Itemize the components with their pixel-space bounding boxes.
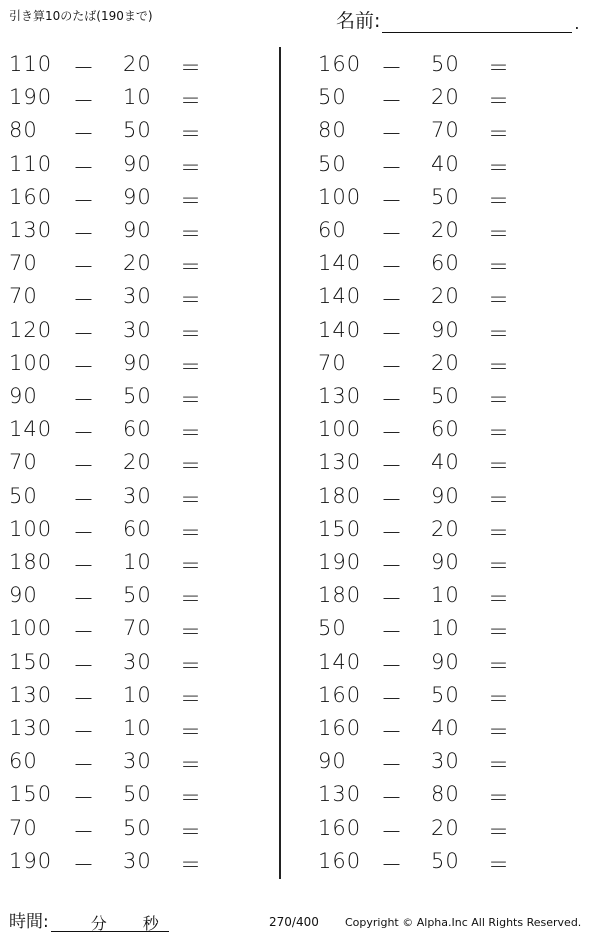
subtrahend: 10 [431,583,460,608]
equals-sign: ＝ [488,122,510,147]
minuend: 150 [318,516,362,541]
minuend: 150 [9,649,53,674]
minuend: 140 [9,417,53,442]
minuend: 160 [9,184,53,209]
equals-sign: ＝ [180,753,202,778]
minus-sign: － [73,852,95,877]
subtrahend: 90 [123,151,152,176]
minus-sign: － [381,819,403,844]
minus-sign: － [381,786,403,811]
equals-sign: ＝ [180,255,202,280]
minus-sign: － [381,686,403,711]
subtrahend: 20 [431,218,460,242]
subtrahend: 20 [431,284,460,309]
subtrahend: 90 [431,483,460,508]
minutes-label: 分 [90,914,107,933]
equals-sign: ＝ [488,56,510,80]
minuend: 130 [318,782,362,807]
equals-sign: ＝ [488,421,510,446]
equals-sign: ＝ [488,786,510,811]
subtrahend: 40 [431,151,460,176]
equals-sign: ＝ [488,155,510,180]
minus-sign: － [381,255,403,280]
equals-sign: ＝ [180,155,202,180]
minuend: 160 [318,716,362,740]
equals-sign: ＝ [180,720,202,744]
minuend: 140 [318,251,362,276]
minuend: 140 [318,317,362,342]
minuend: 100 [9,516,53,541]
minuend: 130 [9,218,53,242]
subtrahend: 50 [431,848,460,873]
name-label: 名前: [336,10,381,32]
equals-sign: ＝ [180,421,202,446]
equals-sign: ＝ [180,554,202,578]
minuend: 50 [318,85,347,110]
equals-sign: ＝ [180,288,202,313]
time-label: 時間: [9,912,49,932]
subtrahend: 30 [123,284,152,309]
minus-sign: － [73,388,95,412]
minus-sign: － [73,487,95,512]
subtrahend: 90 [123,184,152,209]
minuend: 70 [9,815,38,840]
minuend: 50 [318,151,347,176]
minuend: 70 [318,350,347,375]
equals-sign: ＝ [180,122,202,147]
subtrahend: 30 [123,649,152,674]
subtrahend: 10 [123,85,152,110]
equals-sign: ＝ [488,852,510,877]
subtrahend: 10 [123,682,152,707]
minuend: 180 [318,483,362,508]
subtrahend: 90 [431,649,460,674]
minus-sign: － [73,620,95,645]
minus-sign: － [73,454,95,479]
minus-sign: － [73,255,95,280]
equals-sign: ＝ [488,520,510,545]
equals-sign: ＝ [488,222,510,246]
subtrahend: 10 [123,716,152,740]
minuend: 190 [9,848,53,873]
minuend: 60 [9,749,38,774]
minus-sign: － [73,222,95,246]
equals-sign: ＝ [180,321,202,346]
equals-sign: ＝ [488,686,510,711]
subtrahend: 50 [431,384,460,408]
minus-sign: － [73,354,95,379]
equals-sign: ＝ [488,620,510,645]
copyright-notice: Copyright © Alpha.Inc All Rights Reserved. [345,916,582,929]
minuend: 50 [318,616,347,641]
equals-sign: ＝ [180,852,202,877]
minuend: 50 [9,483,38,508]
subtrahend: 40 [431,450,460,475]
subtrahend: 90 [431,317,460,342]
minus-sign: － [381,321,403,346]
equals-sign: ＝ [180,188,202,213]
minuend: 100 [9,350,53,375]
minus-sign: － [73,819,95,844]
subtrahend: 30 [123,483,152,508]
minuend: 80 [9,118,38,143]
minuend: 90 [318,749,347,774]
subtrahend: 50 [123,583,152,608]
minus-sign: － [381,288,403,313]
subtrahend: 50 [431,52,460,76]
minuend: 70 [9,251,38,276]
equals-sign: ＝ [180,587,202,612]
subtrahend: 10 [431,616,460,641]
minus-sign: － [381,587,403,612]
minuend: 130 [318,450,362,475]
subtrahend: 20 [123,450,152,475]
subtrahend: 60 [431,417,460,442]
subtrahend: 20 [431,815,460,840]
time-field [9,907,169,932]
minuend: 130 [9,682,53,707]
subtrahend: 90 [123,218,152,242]
minus-sign: － [381,487,403,512]
minuend: 150 [9,782,53,807]
minuend: 140 [318,284,362,309]
minuend: 70 [9,450,38,475]
equals-sign: ＝ [180,686,202,711]
worksheet-title: 引き算10のたば(190まで) [9,9,153,23]
minus-sign: － [381,720,403,744]
equals-sign: ＝ [180,653,202,678]
equals-sign: ＝ [488,321,510,346]
minus-sign: － [381,188,403,213]
subtrahend: 80 [431,782,460,807]
column-divider [279,47,281,879]
subtrahend: 30 [123,749,152,774]
equals-sign: ＝ [180,388,202,412]
equals-sign: ＝ [488,89,510,114]
equals-sign: ＝ [180,786,202,811]
minus-sign: － [381,454,403,479]
minus-sign: － [73,520,95,545]
subtrahend: 90 [431,550,460,574]
minus-sign: － [381,89,403,114]
equals-sign: ＝ [180,56,202,80]
minuend: 130 [318,384,362,408]
minus-sign: － [381,354,403,379]
equals-sign: ＝ [488,720,510,744]
minuend: 190 [318,550,362,574]
minuend: 80 [318,118,347,143]
minus-sign: － [381,122,403,147]
minuend: 70 [9,284,38,309]
subtrahend: 30 [123,317,152,342]
seconds-label: 秒 [142,914,159,933]
equals-sign: ＝ [488,753,510,778]
minuend: 140 [318,649,362,674]
minus-sign: － [381,56,403,80]
minuend: 160 [318,682,362,707]
minuend: 110 [9,52,53,76]
minuend: 180 [318,583,362,608]
page-number: 270/400 [269,915,319,929]
subtrahend: 50 [123,782,152,807]
minuend: 90 [9,384,38,408]
name-blank-line [382,12,572,33]
minuend: 160 [318,52,362,76]
equals-sign: ＝ [488,288,510,313]
subtrahend: 70 [123,616,152,641]
equals-sign: ＝ [488,554,510,578]
equals-sign: ＝ [180,454,202,479]
equals-sign: ＝ [180,620,202,645]
equals-sign: ＝ [488,454,510,479]
equals-sign: ＝ [180,354,202,379]
minus-sign: － [381,653,403,678]
subtrahend: 50 [431,184,460,209]
minus-sign: － [381,421,403,446]
minus-sign: － [73,786,95,811]
minus-sign: － [381,155,403,180]
minus-sign: － [381,520,403,545]
subtrahend: 10 [123,550,152,574]
equals-sign: ＝ [488,188,510,213]
subtrahend: 20 [123,52,152,76]
minus-sign: － [73,122,95,147]
subtrahend: 50 [123,815,152,840]
minus-sign: － [381,620,403,645]
minuend: 160 [318,815,362,840]
minuend: 120 [9,317,53,342]
minuend: 160 [318,848,362,873]
subtrahend: 20 [431,516,460,541]
minus-sign: － [73,321,95,346]
minus-sign: － [381,388,403,412]
minuend: 180 [9,550,53,574]
minus-sign: － [73,554,95,578]
subtrahend: 60 [123,417,152,442]
minus-sign: － [73,89,95,114]
equals-sign: ＝ [180,819,202,844]
subtrahend: 50 [431,682,460,707]
subtrahend: 60 [123,516,152,541]
equals-sign: ＝ [180,520,202,545]
equals-sign: ＝ [488,388,510,412]
minuend: 100 [9,616,53,641]
minus-sign: － [73,720,95,744]
subtrahend: 20 [431,85,460,110]
minuend: 100 [318,184,362,209]
equals-sign: ＝ [488,354,510,379]
minuend: 130 [9,716,53,740]
subtrahend: 90 [123,350,152,375]
equals-sign: ＝ [180,487,202,512]
minuend: 190 [9,85,53,110]
subtrahend: 30 [431,749,460,774]
subtrahend: 20 [431,350,460,375]
equals-sign: ＝ [488,819,510,844]
equals-sign: ＝ [180,89,202,114]
minus-sign: － [73,753,95,778]
minus-sign: － [73,653,95,678]
minus-sign: － [73,155,95,180]
subtrahend: 70 [431,118,460,143]
subtrahend: 50 [123,118,152,143]
subtrahend: 50 [123,384,152,408]
minuend: 100 [318,417,362,442]
minus-sign: － [73,686,95,711]
name-field [336,6,580,33]
subtrahend: 20 [123,251,152,276]
subtrahend: 30 [123,848,152,873]
minus-sign: － [381,554,403,578]
minus-sign: － [73,56,95,80]
minus-sign: － [73,188,95,213]
minus-sign: － [381,222,403,246]
equals-sign: ＝ [488,487,510,512]
equals-sign: ＝ [488,587,510,612]
minuend: 60 [318,218,347,242]
time-blank-line [51,911,169,932]
equals-sign: ＝ [488,255,510,280]
equals-sign: ＝ [180,222,202,246]
subtrahend: 60 [431,251,460,276]
minus-sign: － [73,288,95,313]
minuend: 90 [9,583,38,608]
minuend: 110 [9,151,53,176]
subtrahend: 40 [431,716,460,740]
minus-sign: － [73,421,95,446]
minus-sign: － [73,587,95,612]
name-end-mark: . [574,14,580,33]
equals-sign: ＝ [488,653,510,678]
minus-sign: － [381,753,403,778]
minus-sign: － [381,852,403,877]
